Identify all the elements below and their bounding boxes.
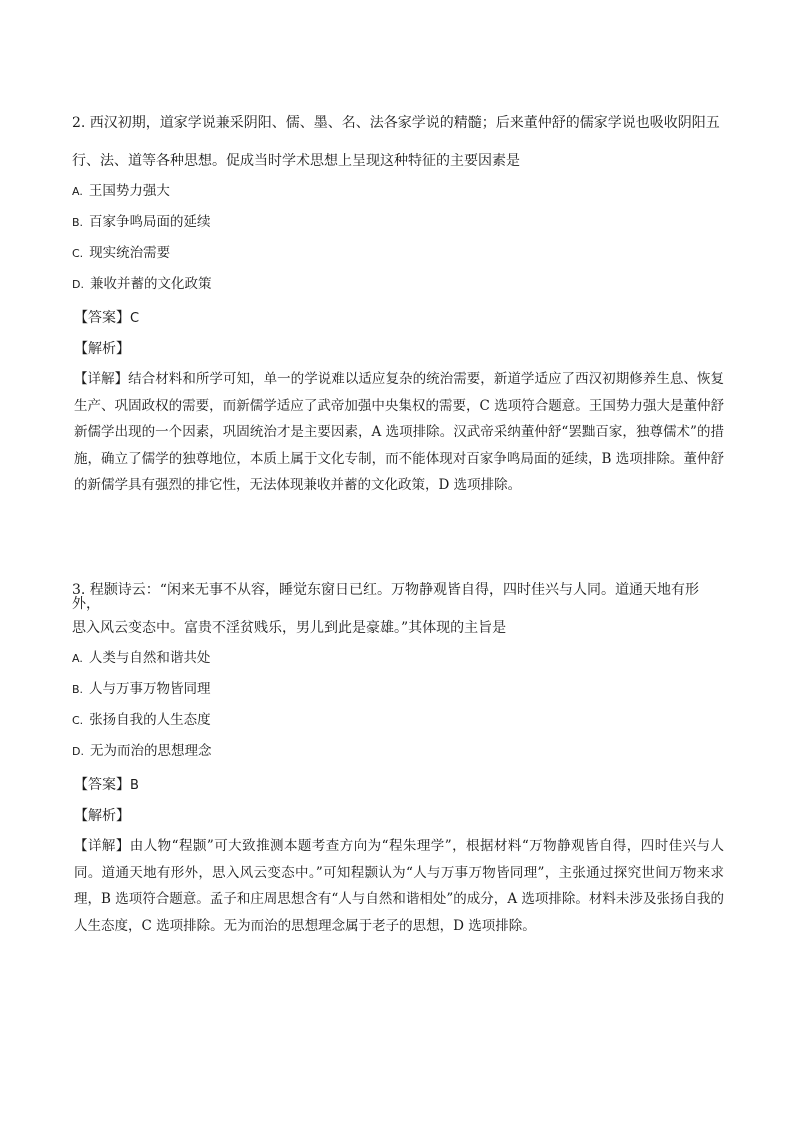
answer-line: [74, 311, 724, 342]
option-text: 兼收并蓄的文化政策: [89, 276, 212, 292]
answer-value: B: [130, 778, 139, 793]
option-d: [72, 744, 724, 778]
option-d: [72, 277, 724, 311]
analysis-text: 【详解】由人物“程颢”可大致推测本题考查方向为“程朱理学”，根据材料“万物静观皆自得，四时佳兴与人同。道通天地有形外，思入风云变态中。”可知程颢认为“人与万事万物皆同理”，主张通过探究世间万物来求理，B 选项符合题意。孟子和庄周思想含有“人与自然和谐相处”的成分，A 选项排除。材料未涉及张扬自我的人生态度，C 选项排除。无为而治的思想理念属于老子的思想，D 选项排除。: [74, 838, 724, 934]
answer-label: 【答案】: [74, 777, 130, 793]
answer-value: C: [130, 311, 140, 326]
question-stem: [72, 116, 724, 184]
option-letter: A.: [72, 652, 83, 665]
option-text: 现实统治需要: [89, 245, 171, 261]
stem-line-1: 3. 程颢诗云：“闲来无事不从容，睡觉东窗日已红。万物静观皆自得，四时佳兴与人同。道通天地有形外，: [72, 582, 699, 612]
analysis-heading: 【解析】: [74, 808, 130, 824]
analysis-text: 【详解】结合材料和所学可知，单一的学说难以适应复杂的统治需要，新道学适应了西汉初期修养生息、恢复生产、巩固政权的需要，而新儒学适应了武帝加强中央集权的需要，C 选项符合题意。王国势力强大是董仲舒新儒学出现的一个因素，巩固统治才是主要因素，A 选项排除。汉武帝采纳董仲舒“罢黜百家，独尊儒术”的措施，确立了儒学的独尊地位，本质上属于文化专制，而不能体现对百家争鸣局面的延续，B 选项排除。董仲舒的新儒学具有强烈的排它性，无法体现兼收并蓄的文化政策，D 选项排除。: [74, 371, 724, 494]
question-3: [72, 583, 724, 939]
answer-line: [74, 778, 724, 809]
option-text: 百家争鸣局面的延续: [89, 214, 211, 230]
option-c: [72, 713, 724, 744]
option-letter: B.: [72, 683, 84, 696]
option-a: [72, 651, 724, 682]
option-c: [72, 246, 724, 277]
question-stem: [72, 583, 724, 651]
stem-line-2: 思入风云变态中。富贵不淫贫贱乐，男儿到此是豪雄。”其体现的主旨是: [72, 620, 507, 636]
option-letter: C.: [72, 714, 84, 727]
option-text: 人与万事万物皆同理: [89, 681, 211, 697]
stem-line-1: 2. 西汉初期，道家学说兼采阴阳、儒、墨、名、法各家学说的精髓；后来董仲舒的儒家学说也吸收阴阳五: [72, 115, 720, 131]
stem-line-2: 行、法、道等各种思想。促成当时学术思想上呈现这种特征的主要因素是: [72, 153, 520, 169]
answer-label: 【答案】: [74, 310, 130, 326]
option-b: [72, 682, 724, 713]
option-b: [72, 215, 724, 246]
option-text: 王国势力强大: [88, 183, 170, 199]
option-a: [72, 184, 724, 215]
question-2: [72, 116, 724, 499]
option-text: 人类与自然和谐共处: [88, 650, 211, 666]
option-letter: D.: [72, 278, 84, 291]
analysis-heading: 【解析】: [74, 341, 130, 357]
option-text: 张扬自我的人生态度: [89, 712, 211, 728]
option-letter: D.: [72, 745, 84, 758]
option-text: 无为而治的思想理念: [89, 743, 212, 759]
option-letter: B.: [72, 216, 84, 229]
option-letter: A.: [72, 185, 83, 198]
option-letter: C.: [72, 247, 84, 260]
